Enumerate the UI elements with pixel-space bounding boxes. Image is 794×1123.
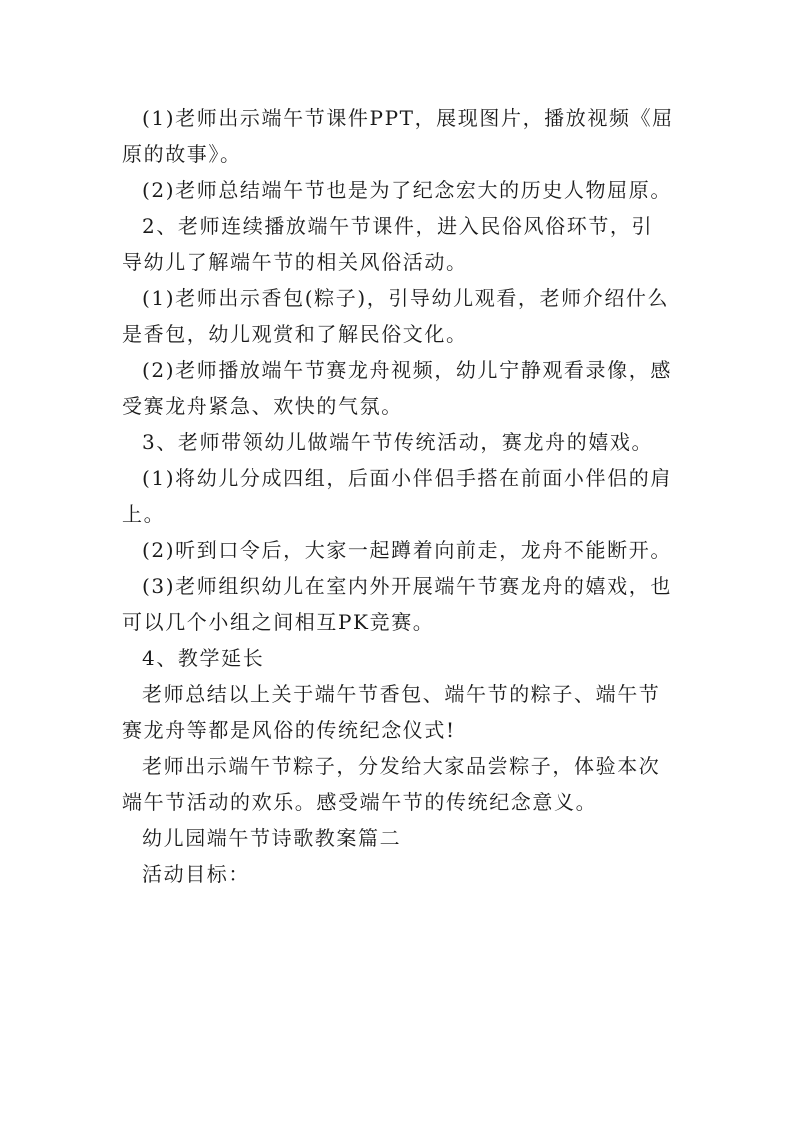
document-body xyxy=(122,100,674,892)
paragraph-1: (1)老师出示端午节课件PPT，展现图片，播放视频《屈原的故事》。 xyxy=(122,106,674,166)
lesson-plan-title: 幼儿园端午节诗歌教案篇二 xyxy=(142,826,402,850)
paragraph-5: (2)老师播放端午节赛龙舟视频，幼儿宁静观看录像，感受赛龙舟紧急、欢快的气氛。 xyxy=(122,358,672,418)
section-heading-teaching-extension: 4、教学延长 xyxy=(142,646,265,670)
paragraph-9: (3)老师组织幼儿在室内外开展端午节赛龙舟的嬉戏，也可以几个小组之间相互PK竞赛。 xyxy=(122,574,672,634)
paragraph-11: 老师总结以上关于端午节香包、端午节的粽子、端午节赛龙舟等都是风俗的传统纪念仪式! xyxy=(122,682,661,742)
paragraph-3: 2、老师连续播放端午节课件，进入民俗风俗环节，引导幼儿了解端午节的相关风俗活动。 xyxy=(122,214,654,274)
paragraph-4: (1)老师出示香包(粽子)，引导幼儿观看，老师介绍什么是香包，幼儿观赏和了解民俗文化。 xyxy=(122,286,670,346)
paragraph-12: 老师出示端午节粽子，分发给大家品尝粽子，体验本次端午节活动的欢乐。感受端午节的传统纪念意义。 xyxy=(122,754,661,814)
paragraph-2: (2)老师总结端午节也是为了纪念宏大的历史人物屈原。 xyxy=(142,178,672,202)
paragraph-8: (2)听到口令后，大家一起蹲着向前走，龙舟不能断开。 xyxy=(142,538,672,562)
activity-goals-heading: 活动目标： xyxy=(142,862,250,886)
paragraph-6: 3、老师带领幼儿做端午节传统活动，赛龙舟的嬉戏。 xyxy=(142,430,654,454)
paragraph-7: (1)将幼儿分成四组，后面小伴侣手搭在前面小伴侣的肩上。 xyxy=(122,466,672,526)
